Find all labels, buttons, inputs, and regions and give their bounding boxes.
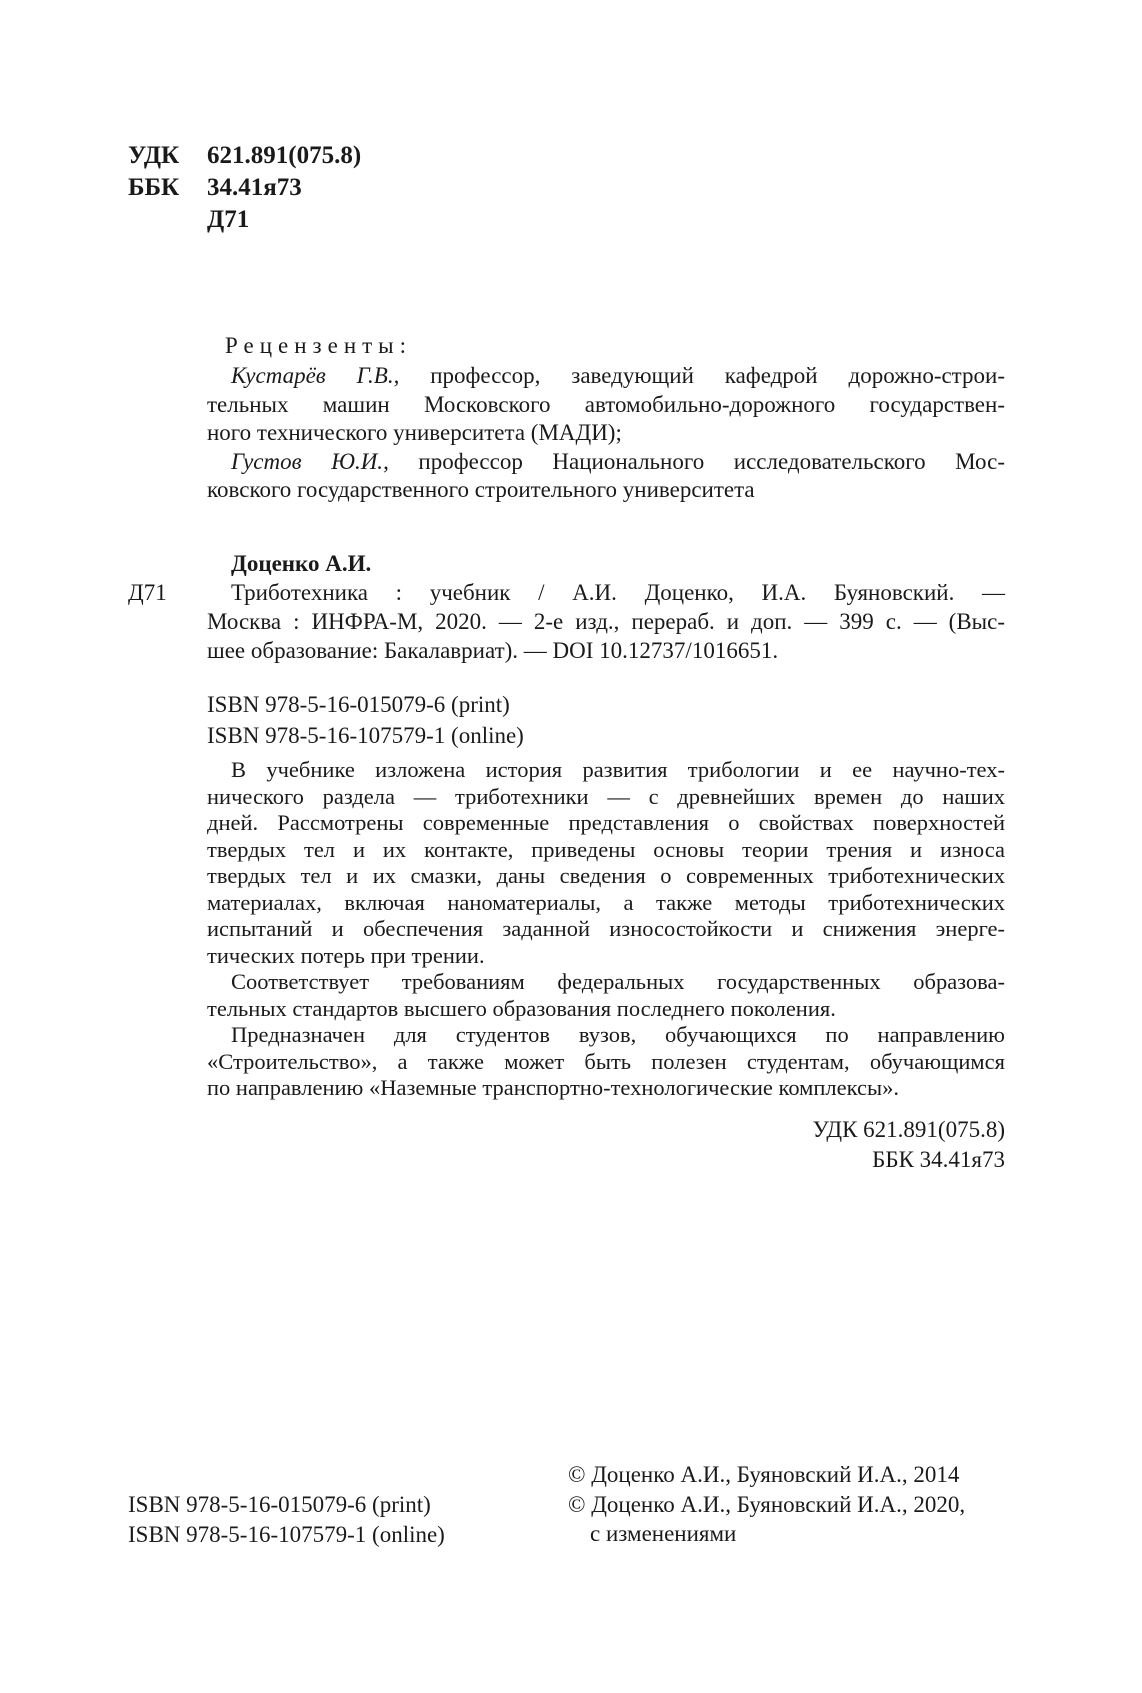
catalog-line: [207, 578, 1005, 607]
isbn-line: ISBN 978-5-16-015079-6 (print): [207, 692, 510, 717]
classification-row: [128, 140, 361, 172]
annotation-line: [207, 837, 1005, 864]
annotation-line: [207, 863, 1005, 890]
annotation-line: [207, 1049, 1005, 1076]
catalog-lines: [207, 578, 1005, 665]
annotation-text: Соответствует требованиям федеральных государственных образова-: [231, 969, 1005, 994]
reviewers-heading: Рецензенты:: [225, 333, 413, 358]
annotation-text: тельных стандартов высшего образования последнего поколения.: [207, 995, 836, 1021]
classification-row: [128, 204, 361, 236]
reviewer-text: , профессор Национального исследовательского Мос-: [383, 448, 1005, 474]
reviewer-line: [207, 419, 1005, 448]
footer-copyright-block: [568, 1460, 965, 1549]
annotation-line: [207, 1022, 1005, 1049]
reviewer-text: ного технического университета (МАДИ);: [207, 420, 622, 445]
catalog-text: шее образование: Бакалавриат). — DOI 10.12737/1016651.: [207, 638, 779, 663]
annotation-text: тических потерь при трении.: [207, 942, 485, 968]
catalog-entry: [128, 549, 1005, 665]
reviewer-text: , профессор, заведующий кафедрой дорожно-строи-: [393, 363, 1005, 388]
catalog-text: Москва : ИНФРА-М, 2020. — 2-е изд., перераб. и доп. — 399 с. — (Выс-: [207, 609, 1005, 634]
annotation-text: дней. Рассмотрены современные представления о свойствах поверхностей: [207, 810, 1005, 835]
annotation-text: «Строительство», а также может быть полезен студентам, обучающимся: [207, 1048, 1005, 1074]
classification-label: УДК: [128, 142, 180, 169]
classification-label: ББК: [128, 174, 180, 201]
reviewer-line: [207, 448, 1005, 477]
classification-codes-bottom: [207, 1115, 1005, 1175]
classification-value: 34.41я73: [207, 174, 302, 201]
reviewer-line: [207, 362, 1005, 391]
annotation-line: [207, 996, 1005, 1023]
annotation-line: [207, 757, 1005, 784]
copyright-line: © Доценко А.И., Буяновский И.А., 2020,: [568, 1491, 966, 1517]
annotation-line: [207, 943, 1005, 970]
reviewer-line: [207, 391, 1005, 420]
annotation: [207, 757, 1005, 1102]
isbn-line: ISBN 978-5-16-107579-1 (online): [207, 722, 524, 748]
footer-isbn-line: ISBN 978-5-16-107579-1 (online): [128, 1521, 445, 1547]
classification-line: УДК 621.891(075.8): [812, 1117, 1005, 1142]
catalog-text: Триботехника : учебник / А.И. Доценко, И.А. Буяновский. —: [231, 580, 1005, 605]
reviewer-line: [207, 476, 1005, 505]
annotation-text: нического раздела — триботехники — с древнейших времен до наших: [207, 783, 1005, 809]
footer-isbn-line: ISBN 978-5-16-015079-6 (print): [128, 1492, 431, 1517]
annotation-text: твердых тел и их контакте, приведены основы теории трения и износа: [207, 836, 1005, 862]
annotation-line: [207, 810, 1005, 837]
catalog-line: [207, 636, 1005, 665]
annotation-text: материалах, включая наноматериалы, а также методы триботехнических: [207, 889, 1005, 915]
annotation-text: испытаний и обеспечения заданной износостойкости и снижения энерге-: [207, 916, 1005, 941]
classification-codes-top: [128, 140, 361, 236]
annotation-text: Предназначен для студентов вузов, обучающихся по направлению: [231, 1022, 1005, 1047]
classification-line: ББК 34.41я73: [872, 1147, 1005, 1172]
reviewer-name: Кустарёв Г.В.: [231, 363, 394, 388]
annotation-text: по направлению «Наземные транспортно-технологические комплексы».: [207, 1075, 899, 1100]
annotation-line: [207, 969, 1005, 996]
isbn-block: [207, 690, 1005, 751]
footer-isbn-block: [128, 1490, 445, 1549]
classification-value: 621.891(075.8): [207, 142, 362, 169]
catalog-author: Доценко А.И.: [231, 551, 372, 576]
catalog-code: Д71: [128, 580, 167, 605]
catalog-line: [207, 607, 1005, 636]
annotation-line: [207, 890, 1005, 917]
classification-row: [128, 172, 361, 204]
classification-value: Д71: [207, 206, 250, 233]
reviewers-section: [207, 330, 1005, 505]
reviewer-text: тельных машин Московского автомобильно-дорожного государствен-: [207, 391, 1005, 417]
reviewers-lines: [207, 362, 1005, 505]
annotation-line: [207, 1075, 1005, 1102]
annotation-line: [207, 916, 1005, 943]
annotation-text: В учебнике изложена история развития трибологии и ее научно-тех-: [231, 757, 1005, 782]
copyright-line: © Доценко А.И., Буяновский И.А., 2014: [568, 1462, 960, 1487]
classification-label: [128, 204, 207, 236]
copyright-line: с изменениями: [590, 1521, 737, 1546]
reviewer-name: Густов Ю.И.: [231, 448, 384, 474]
annotation-line: [207, 784, 1005, 811]
annotation-text: твердых тел и их смазки, даны сведения о современных триботехнических: [207, 863, 1005, 888]
reviewer-text: ковского государственного строительного университета: [207, 477, 755, 502]
